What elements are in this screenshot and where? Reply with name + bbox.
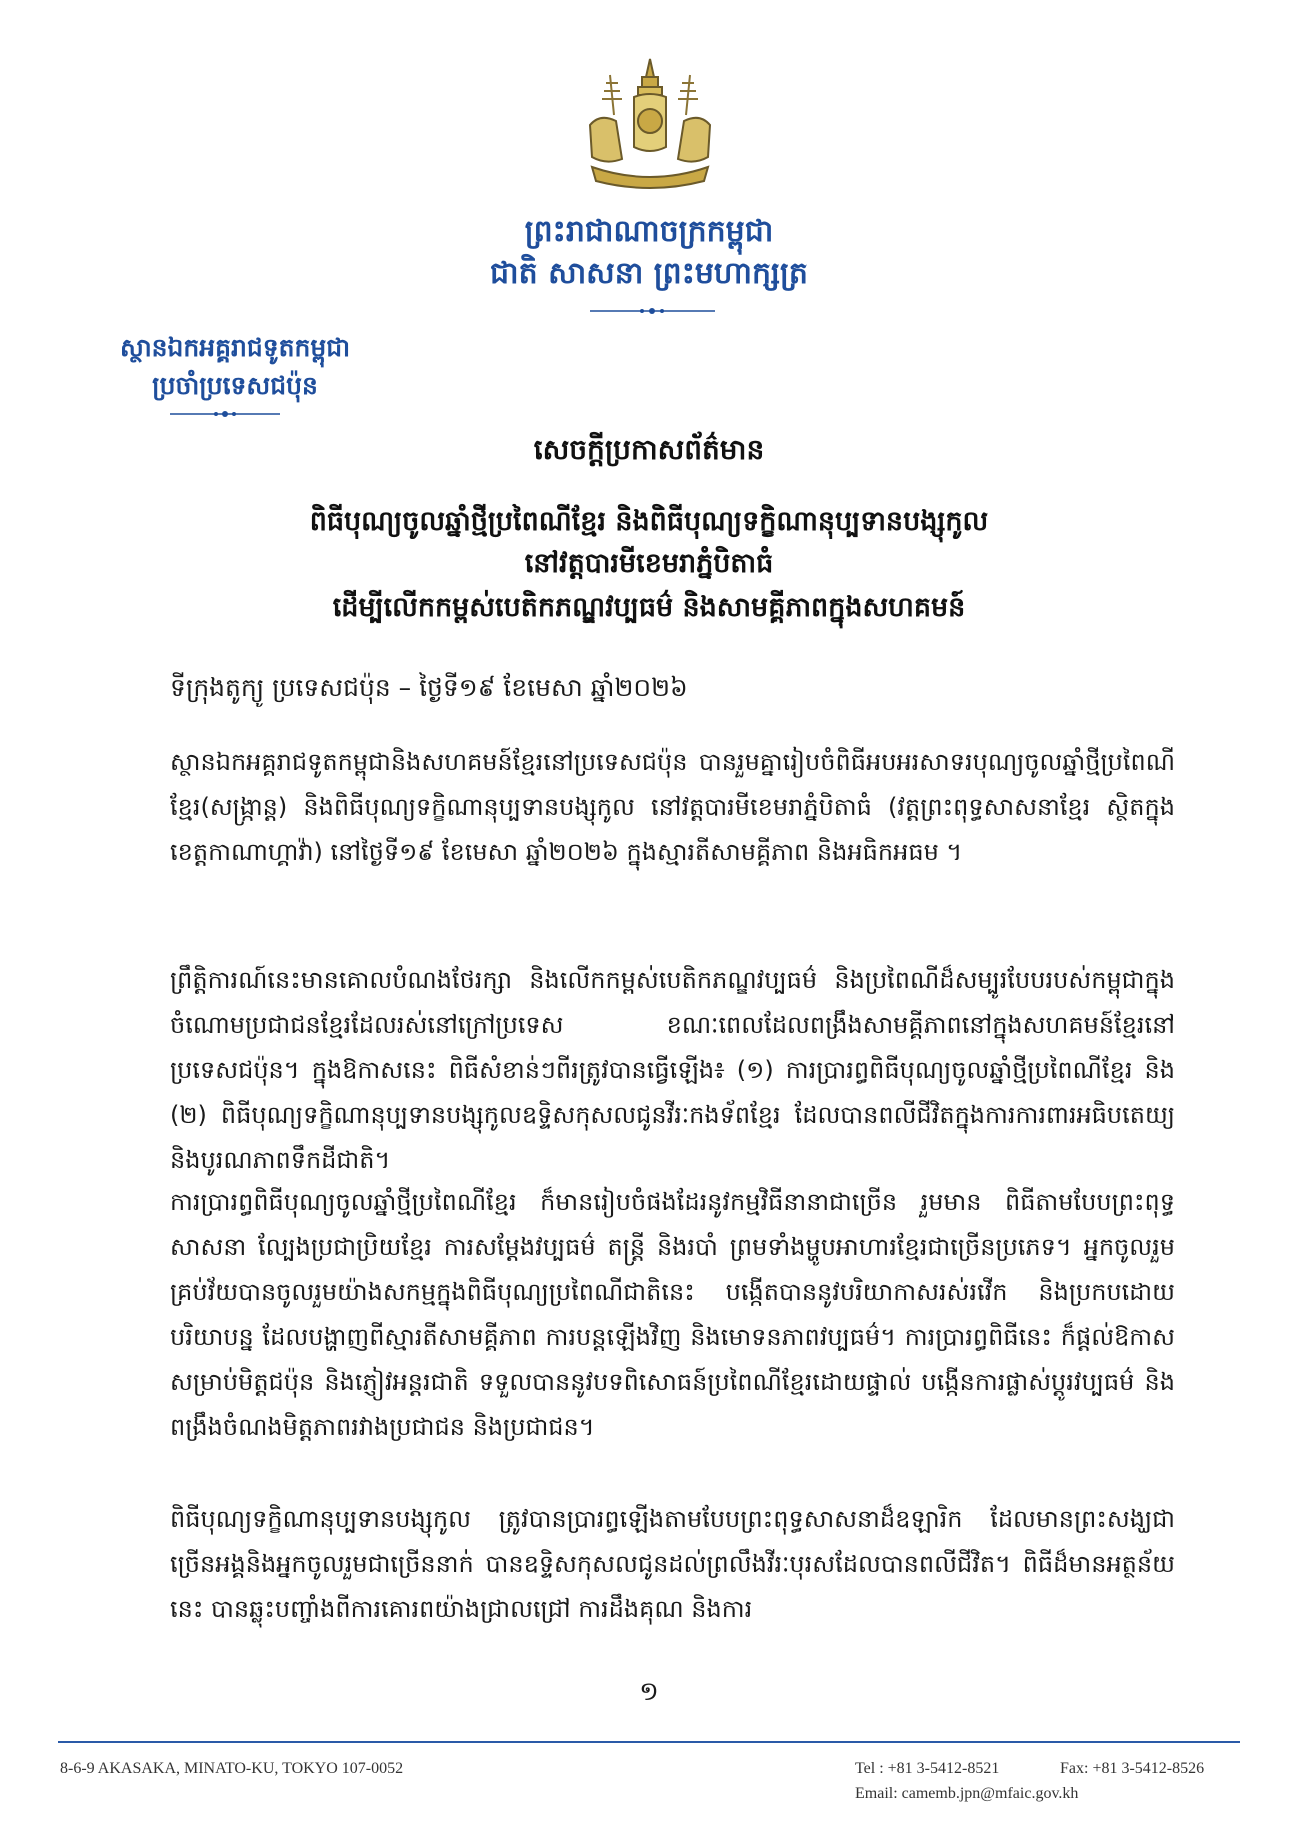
kingdom-title: ព្រះរាជាណាចក្រកម្ពុជា: [524, 214, 774, 249]
footer-email: Email: camemb.jpn@mfaic.gov.kh: [855, 1785, 1079, 1802]
footer-address: 8-6-9 AKASAKA, MINATO-KU, TOKYO 107-0052: [60, 1760, 404, 1777]
page-number: ១: [639, 1677, 659, 1707]
footer-telephone: Tel : +81 3-5412-8521: [855, 1760, 1000, 1777]
national-motto: ជាតិ សាសនា ព្រះមហាក្សត្រ: [490, 256, 808, 291]
footer-fax: Fax: +81 3-5412-8526: [1060, 1760, 1205, 1777]
event-title-line: ដើម្បីលើកកម្ពស់បេតិកភណ្ឌវប្បធម៌ និងសាមគ្គីភាពក្នុងសហគមន៍: [332, 592, 966, 623]
embassy-location: ប្រចាំប្រទេសជប៉ុន: [152, 371, 318, 400]
body-paragraph: ពិធីបុណ្យទក្ខិណានុប្បទានបង្សុកូល ត្រូវបានប្រារព្ធឡើងតាមបែបព្រះពុទ្ធសាសនាដ៏ឧឡារិក ដែលមានព្រះសង្ឃជាច្រើនអង្គនិងអ្នកចូលរួមជាច្រើននាក់ បានឧទ្ទិសកុសលជូនដល់ព្រលឹងវីរៈបុរសដែលបានពលីជីវិត។ ពិធីដ៏មានអត្ថន័យនេះ បានឆ្លុះបញ្ចាំងពីការគោរពយ៉ាងជ្រាលជ្រៅ ការដឹងគុណ និងការ: [170, 1505, 1175, 1623]
royal-emblem-icon: [570, 55, 730, 195]
press-release-title: សេចក្តីប្រកាសព័ត៌មាន: [533, 433, 765, 466]
embassy-name: ស្ថានឯកអគ្គរាជទូតកម្ពុជា: [119, 333, 351, 362]
body-paragraph: ការប្រារព្ធពិធីបុណ្យចូលឆ្នាំថ្មីប្រពៃណីខ្មែរ ក៏មានរៀបចំផងដែរនូវកម្មវិធីនានាជាច្រើន រួមមាន ពិធីតាមបែបព្រះពុទ្ធសាសនា ល្បែងប្រជាប្រិយខ្មែរ ការសម្តែងវប្បធម៌ តន្ត្រី និងរបាំ ព្រមទាំងម្ហូបអាហារខ្មែរជាច្រើនប្រភេទ។ អ្នកចូលរួមគ្រប់វ័យបានចូលរួមយ៉ាងសកម្មក្នុងពិធីបុណ្យប្រពៃណីជាតិនេះ បង្កើតបាននូវបរិយាកាសរស់រវើក និងប្រកបដោយបរិយាបន្ន ដែលបង្ហាញពីស្មារតីសាមគ្គីភាព ការបន្តឡើងវិញ និងមោទនភាពវប្បធម៌។ ការប្រារព្ធពិធីនេះ ក៏ផ្តល់ឱកាសសម្រាប់មិត្តជប៉ុន និងភ្ញៀវអន្តរជាតិ ទទួលបាននូវបទពិសោធន៍ប្រពៃណីខ្មែរដោយផ្ទាល់ បង្កើនការផ្លាស់ប្តូរវប្បធម៌ និងពង្រឹងចំណងមិត្តភាពរវាងប្រជាជន និងប្រជាជន។: [170, 1188, 1175, 1441]
event-title-line: នៅវត្តបារមីខេមរាភ្នំបិតាធំ: [524, 548, 774, 579]
event-title-line: ពិធីបុណ្យចូលឆ្នាំថ្មីប្រពៃណីខ្មែរ និងពិធីបុណ្យទក្ខិណានុប្បទានបង្សុកូល: [309, 506, 989, 537]
body-paragraph: ព្រឹត្តិការណ៍នេះមានគោលបំណងថែរក្សា និងលើកកម្ពស់បេតិកភណ្ឌវប្បធម៌ និងប្រពៃណីដ៏សម្បូរបែបរបស់កម្ពុជាក្នុងចំណោមប្រជាជនខ្មែរដែលរស់នៅក្រៅប្រទេស ខណៈពេលដែលពង្រឹងសាមគ្គីភាពនៅក្នុងសហគមន៍ខ្មែរនៅប្រទេសជប៉ុន។ ក្នុងឱកាសនេះ ពិធីសំខាន់ៗពីរត្រូវបានធ្វើឡើង៖ (១) ការប្រារព្ធពិធីបុណ្យចូលឆ្នាំថ្មីប្រពៃណីខ្មែរ និង (២) ពិធីបុណ្យទក្ខិណានុប្បទានបង្សុកូលឧទ្ទិសកុសលជូនវីរៈកងទ័ពខ្មែរ ដែលបានពលីជីវិតក្នុងការការពារអធិបតេយ្យ និងបូរណភាពទឹកដីជាតិ។: [170, 966, 1175, 1174]
decorative-divider-icon: [170, 408, 280, 420]
footer-divider: [58, 1741, 1240, 1743]
body-paragraph: ស្ថានឯកអគ្គរាជទូតកម្ពុជានិងសហគមន៍ខ្មែរនៅប្រទេសជប៉ុន បានរួមគ្នារៀបចំពិធីអបអរសាទរបុណ្យចូលឆ្នាំថ្មីប្រពៃណីខ្មែរ(សង្ក្រាន្ត) និងពិធីបុណ្យទក្ខិណានុប្បទានបង្សុកូល នៅវត្តបារមីខេមរាភ្នំបិតាធំ (វត្តព្រះពុទ្ធសាសនាខ្មែរ ស្ថិតក្នុងខេត្តកាណាហ្គាវ៉ា) នៅថ្ងៃទី១៩ ខែមេសា ឆ្នាំ២០២៦ ក្នុងស្មារតីសាមគ្គីភាព និងអធិកអធម ។: [170, 748, 1175, 866]
decorative-divider-icon: [590, 305, 715, 317]
dateline: ទីក្រុងតូក្យូ ប្រទេសជប៉ុន – ថ្ងៃទី១៩ ខែមេសា ឆ្នាំ២០២៦: [170, 673, 688, 702]
